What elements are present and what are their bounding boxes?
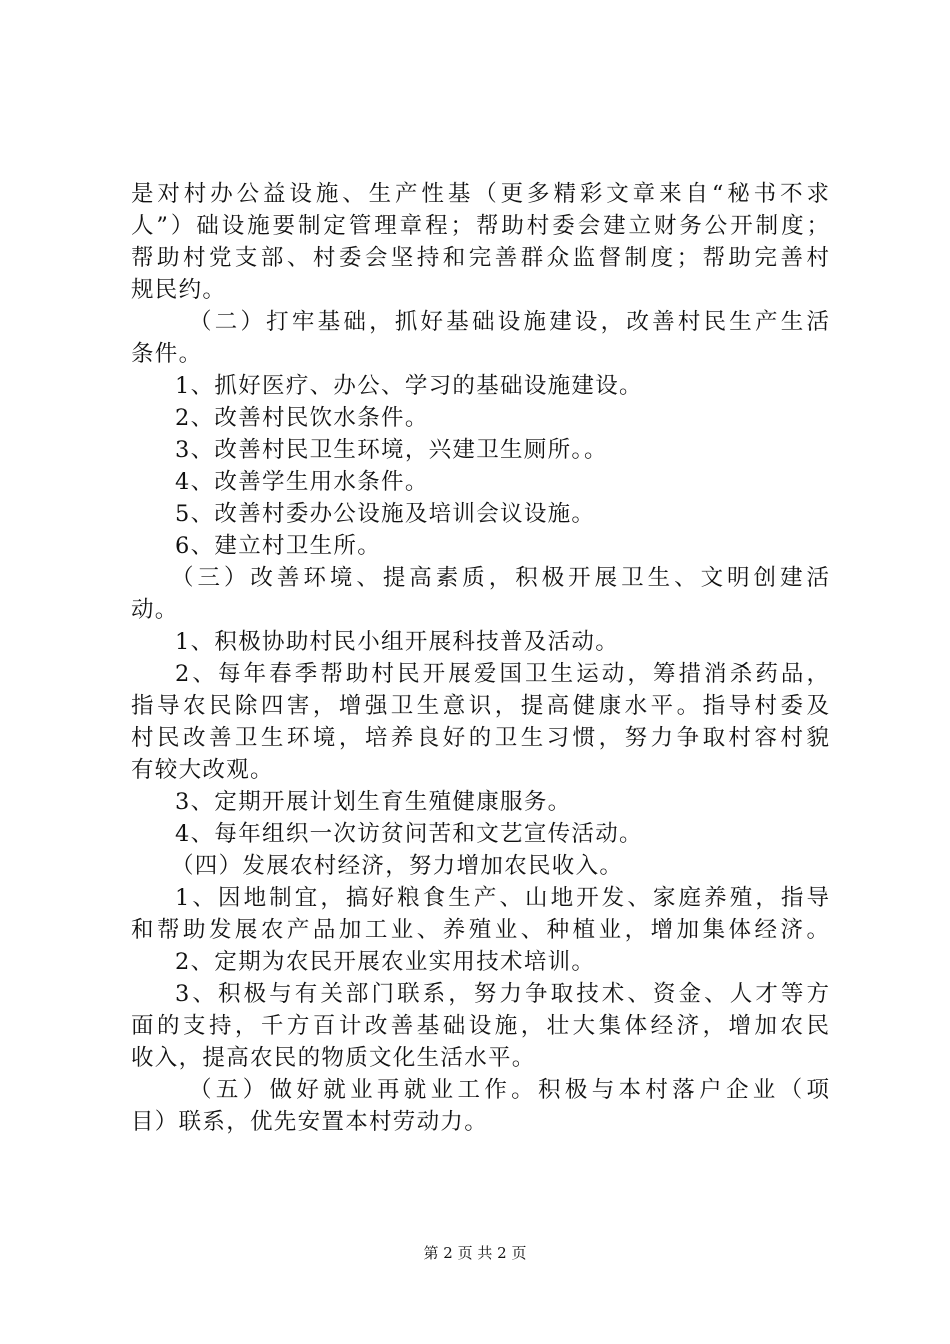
paragraph-line: 村民改善卫生环境，培养良好的卫生习惯，努力争取村容村貌	[131, 725, 829, 751]
list-item: 3、改善村民卫生环境，兴建卫生厕所。。	[175, 437, 608, 463]
list-item: 1、抓好医疗、办公、学习的基础设施建设。	[175, 373, 643, 399]
list-item: 2、改善村民饮水条件。	[175, 405, 429, 431]
paragraph-line: 是对村办公益设施、生产性基（更多精彩文章来自“秘书不求	[131, 181, 829, 207]
paragraph-line: 目）联系，优先安置本村劳动力。	[131, 1109, 489, 1135]
paragraph-line: 收入，提高农民的物质文化生活水平。	[131, 1045, 536, 1071]
paragraph-line: 指导农民除四害，增强卫生意识，提高健康水平。指导村委及	[131, 693, 829, 719]
paragraph-line: 规民约。	[131, 277, 227, 303]
list-item: 1、因地制宜，搞好粮食生产、山地开发、家庭养殖，指导	[175, 885, 829, 911]
list-item: 3、定期开展计划生育生殖健康服务。	[175, 789, 572, 815]
section-heading-2: （二）打牢基础，抓好基础设施建设，改善村民生产生活	[189, 309, 829, 335]
list-item: 2、每年春季帮助村民开展爱国卫生运动，筹措消杀药品，	[175, 661, 829, 687]
list-item: 1、积极协助村民小组开展科技普及活动。	[175, 629, 620, 655]
list-item: 5、改善村委办公设施及培训会议设施。	[175, 501, 596, 527]
paragraph-line: 动。	[131, 597, 179, 623]
page-footer: 第 2 页 共 2 页	[423, 1244, 527, 1262]
paragraph-line: 面的支持，千方百计改善基础设施，壮大集体经济，增加农民	[131, 1013, 829, 1039]
paragraph-line: 人”）础设施要制定管理章程；帮助村委会建立财务公开制度；	[131, 213, 829, 239]
paragraph-line: 有较大改观。	[131, 757, 274, 783]
list-item: 4、改善学生用水条件。	[175, 469, 429, 495]
section-heading-5: （五）做好就业再就业工作。积极与本村落户企业（项	[189, 1077, 829, 1103]
paragraph-line: 帮助村党支部、村委会坚持和完善群众监督制度；帮助完善村	[131, 245, 829, 271]
paragraph-line: 条件。	[131, 341, 203, 367]
list-item: 2、定期为农民开展农业实用技术培训。	[175, 949, 596, 975]
list-item: 4、每年组织一次访贫问苦和文艺宣传活动。	[175, 821, 643, 847]
list-item: 6、建立村卫生所。	[175, 533, 382, 559]
paragraph-line: 和帮助发展农产品加工业、养殖业、种植业，增加集体经济。	[131, 917, 829, 943]
section-heading-3: （三）改善环境、提高素质，积极开展卫生、文明创建活	[171, 565, 829, 591]
section-heading-4: （四）发展农村经济，努力增加农民收入。	[171, 853, 624, 879]
document-body	[131, 178, 829, 1138]
list-item: 3、积极与有关部门联系，努力争取技术、资金、人才等方	[175, 981, 829, 1007]
